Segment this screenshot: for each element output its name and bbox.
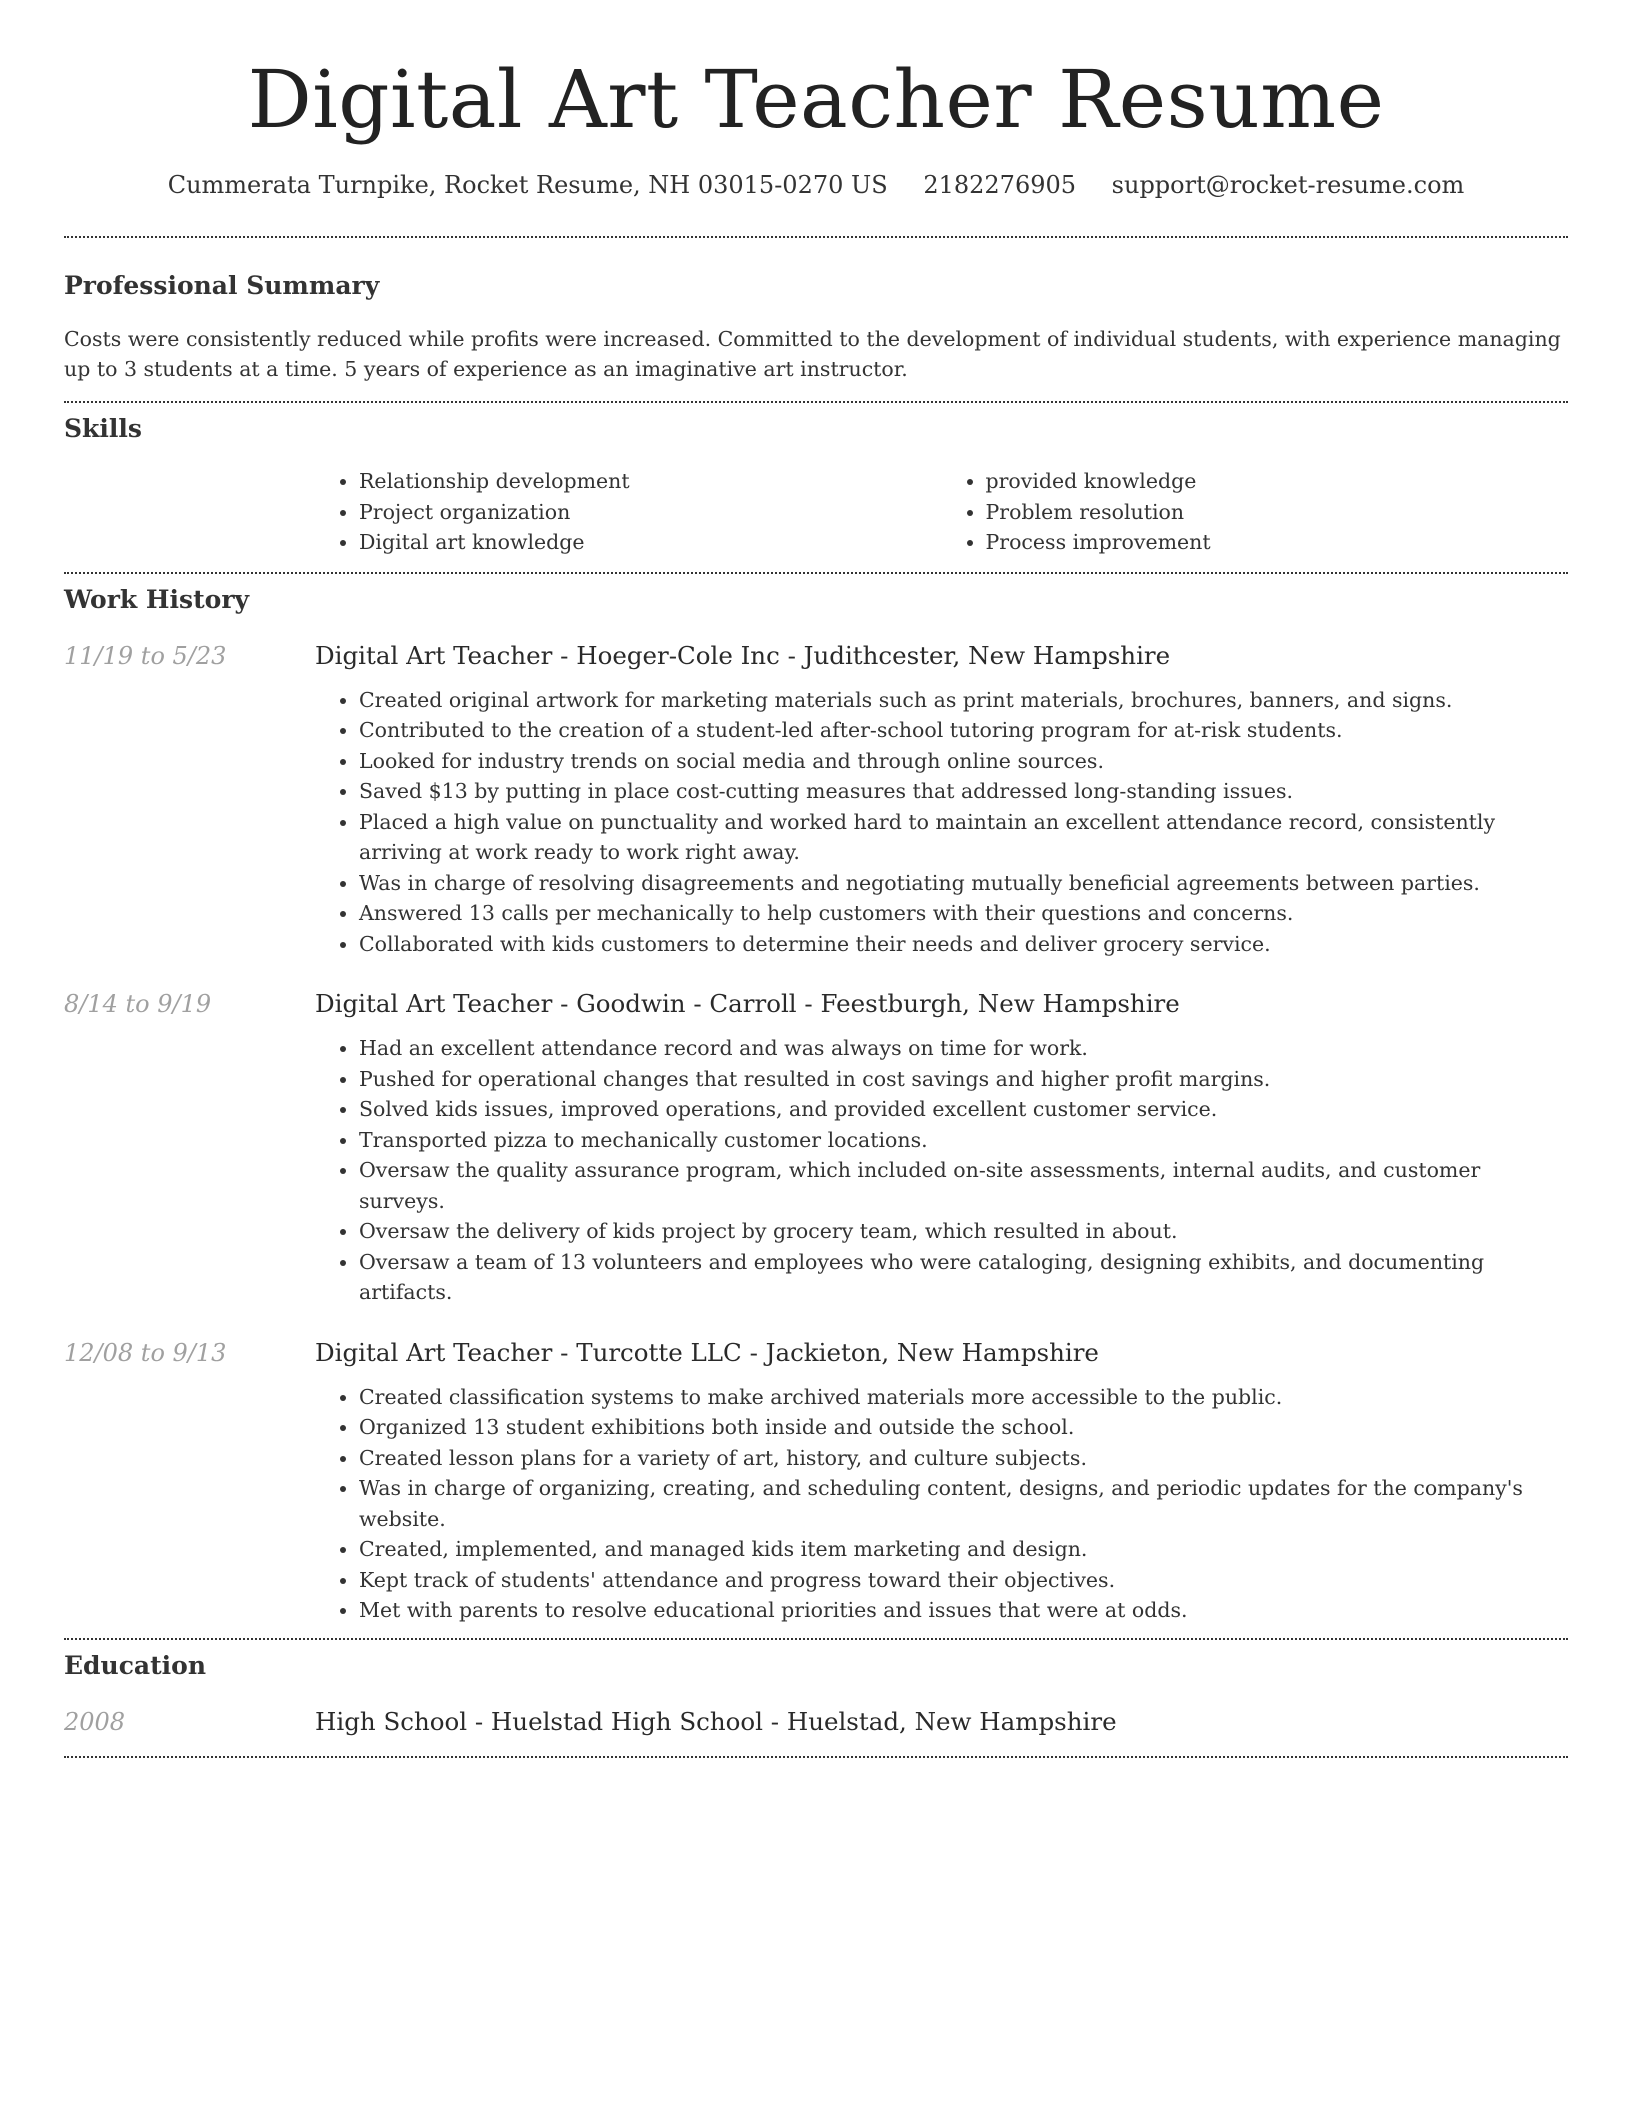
job-date: 11/19 to 5/23	[64, 641, 227, 670]
contact-phone: 2182276905	[923, 171, 1077, 199]
work-heading: Work History	[64, 584, 250, 614]
job-bullet: • Created original artwork for marketing materials such as print materials, brochures, banners, and signs.	[359, 685, 1568, 716]
job-bullet: • Created lesson plans for a variety of art, history, and culture subjects.	[359, 1443, 1568, 1474]
skills-column-2	[942, 466, 1569, 558]
job-bullet: • Looked for industry trends on social media and through online sources.	[359, 746, 1568, 777]
job-bullet: • Had an excellent attendance record and was always on time for work.	[359, 1033, 1568, 1064]
job-bullet: • Contributed to the creation of a student-led after-school tutoring program for at-risk students.	[359, 715, 1568, 746]
job-date: 8/14 to 9/19	[64, 990, 212, 1018]
job-bullet: • Was in charge of organizing, creating, and scheduling content, designs, and periodic updates for the company's website.	[359, 1473, 1568, 1534]
summary-section	[64, 238, 1568, 384]
job-bullet: • Met with parents to resolve educational priorities and issues that were at odds.	[359, 1595, 1568, 1626]
skill-item: • Relationship development	[359, 466, 942, 497]
job-bullet: • Saved $13 by putting in place cost-cutting measures that addressed long-standing issues.	[359, 776, 1568, 807]
work-section	[64, 574, 1568, 1626]
job-entry	[64, 988, 1568, 1308]
education-entry	[64, 1706, 1568, 1738]
job-bullet: • Oversaw the delivery of kids project by grocery team, which resulted in about.	[359, 1216, 1568, 1247]
job-bullet: • Collaborated with kids customers to determine their needs and deliver grocery service.	[359, 929, 1568, 960]
job-title: Digital Art Teacher - Turcotte LLC - Jackieton, New Hampshire	[315, 1337, 1099, 1367]
contact-line	[64, 170, 1568, 200]
skills-section	[64, 403, 1568, 558]
job-bullets	[315, 685, 1568, 960]
education-section	[64, 1640, 1568, 1738]
job-bullets	[315, 1033, 1568, 1308]
resume-title: Digital Art Teacher Resume	[247, 53, 1385, 146]
job-title: Digital Art Teacher - Hoeger-Cole Inc - Judithcester, New Hampshire	[315, 640, 1171, 670]
skill-item: • Problem resolution	[986, 497, 1569, 528]
job-bullet: • Kept track of students' attendance and progress toward their objectives.	[359, 1565, 1568, 1596]
job-bullets	[315, 1382, 1568, 1626]
skill-item: • provided knowledge	[986, 466, 1569, 497]
education-heading: Education	[64, 1650, 207, 1680]
education-date: 2008	[64, 1707, 126, 1736]
job-header	[64, 640, 1568, 672]
skill-item: • Digital art knowledge	[359, 527, 942, 558]
skill-item: • Project organization	[359, 497, 942, 528]
job-entry	[64, 1337, 1568, 1626]
job-entry	[64, 640, 1568, 960]
divider	[64, 1756, 1568, 1758]
skills-heading: Skills	[64, 414, 142, 443]
skills-grid	[315, 466, 1568, 558]
job-bullet: • Oversaw a team of 13 volunteers and employees who were cataloging, designing exhibits, and documenting artifacts.	[359, 1247, 1568, 1308]
job-header	[64, 988, 1568, 1020]
job-date: 12/08 to 9/13	[64, 1338, 227, 1367]
job-bullet: • Organized 13 student exhibitions both inside and outside the school.	[359, 1412, 1568, 1443]
job-bullet: • Transported pizza to mechanically customer locations.	[359, 1125, 1568, 1156]
job-title: Digital Art Teacher - Goodwin - Carroll - Feestburgh, New Hampshire	[315, 989, 1180, 1018]
job-header	[64, 1337, 1568, 1369]
job-bullet: • Created, implemented, and managed kids item marketing and design.	[359, 1534, 1568, 1565]
skill-item: • Process improvement	[986, 527, 1569, 558]
job-bullet: • Placed a high value on punctuality and worked hard to maintain an excellent attendance record, consistently arriving at work ready to work right away.	[359, 807, 1568, 868]
contact-email: support@rocket-resume.com	[1111, 171, 1465, 199]
contact-address: Cummerata Turnpike, Rocket Resume, NH 03015-0270 US	[167, 171, 888, 199]
job-bullet: • Was in charge of resolving disagreements and negotiating mutually beneficial agreements between parties.	[359, 868, 1568, 899]
education-title: High School - Huelstad High School - Huelstad, New Hampshire	[315, 1706, 1117, 1736]
summary-heading: Professional Summary	[64, 271, 380, 300]
job-bullet: • Pushed for operational changes that resulted in cost savings and higher profit margins.	[359, 1064, 1568, 1095]
job-bullet: • Created classification systems to make archived materials more accessible to the public.	[359, 1382, 1568, 1413]
job-bullet: • Solved kids issues, improved operations, and provided excellent customer service.	[359, 1094, 1568, 1125]
skills-column-1	[315, 466, 942, 558]
job-bullet: • Oversaw the quality assurance program, which included on-site assessments, internal audits, and customer surveys.	[359, 1155, 1568, 1216]
summary-text: Costs were consistently reduced while profits were increased. Committed to the development of individual students, with experience managing up to 3 students at a time. 5 years of experience as an imaginative art instructor.	[64, 327, 1561, 381]
job-bullet: • Answered 13 calls per mechanically to help customers with their questions and concerns.	[359, 898, 1568, 929]
